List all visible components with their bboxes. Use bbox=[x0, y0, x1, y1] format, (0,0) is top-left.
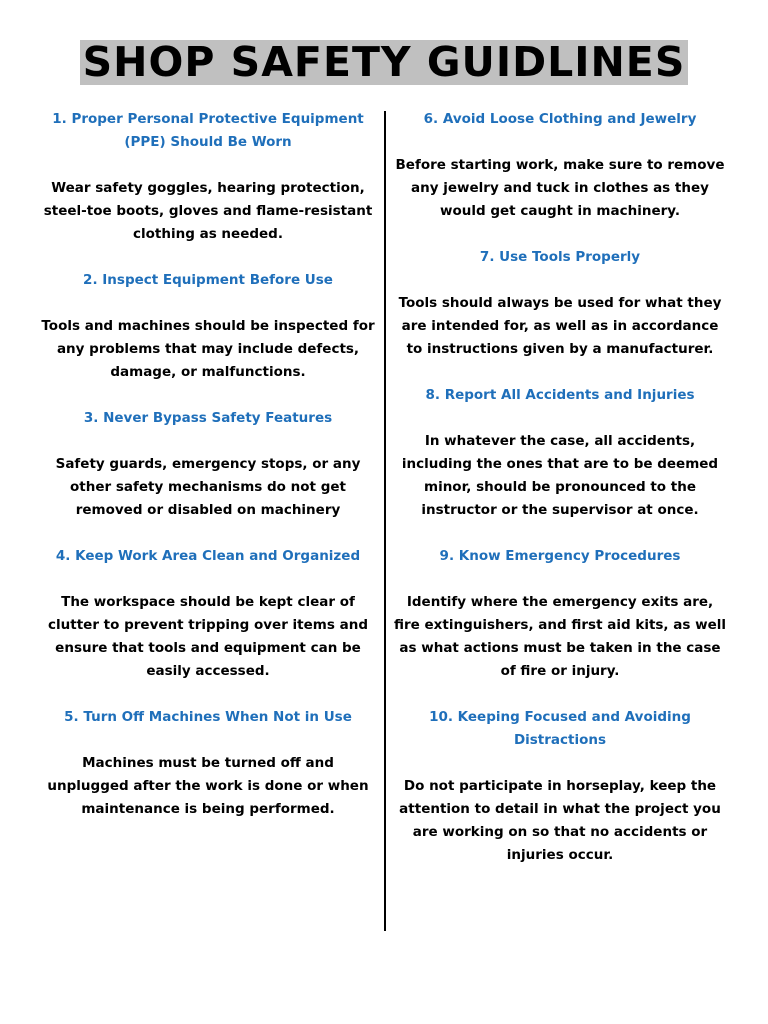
guideline-9 bbox=[393, 545, 727, 683]
guideline-heading: 6. Avoid Loose Clothing and Jewelry bbox=[423, 111, 697, 127]
guideline-heading: 4. Keep Work Area Clean and Organized bbox=[55, 548, 361, 564]
guideline-5 bbox=[40, 706, 376, 821]
guideline-8 bbox=[393, 384, 727, 522]
guideline-1 bbox=[40, 108, 376, 246]
guideline-heading: 7. Use Tools Properly bbox=[479, 249, 641, 265]
guideline-heading: 2. Inspect Equipment Before Use bbox=[83, 272, 333, 288]
guideline-body: Safety guards, emergency stops, or any other safety mechanisms do not get removed or disabled on machinery bbox=[55, 456, 361, 518]
guideline-heading: 10. Keeping Focused and Avoiding Distractions bbox=[429, 709, 691, 748]
guideline-4 bbox=[40, 545, 376, 683]
guideline-body: Do not participate in horseplay, keep the attention to detail in what the project you are working on so that no accidents or injuries occur. bbox=[399, 778, 721, 863]
page-title: SHOP SAFETY GUIDLINES bbox=[80, 40, 689, 85]
left-column bbox=[40, 108, 376, 844]
guideline-body: Tools and machines should be inspected for any problems that may include defects, damage, or malfunctions. bbox=[41, 318, 375, 380]
guideline-body: Tools should always be used for what they are intended for, as well as in accordance to instructions given by a manufacturer. bbox=[398, 295, 722, 357]
guideline-heading: 1. Proper Personal Protective Equipment (PPE) Should Be Worn bbox=[52, 111, 364, 150]
guideline-body: In whatever the case, all accidents, including the ones that are to be deemed minor, should be pronounced to the instructor or the supervisor at once. bbox=[401, 433, 719, 518]
guideline-2 bbox=[40, 269, 376, 384]
guideline-body: Wear safety goggles, hearing protection, steel-toe boots, gloves and flame-resistant clothing as needed. bbox=[43, 180, 373, 242]
guideline-7 bbox=[393, 246, 727, 361]
column-divider bbox=[384, 111, 386, 931]
guideline-heading: 3. Never Bypass Safety Features bbox=[83, 410, 333, 426]
guideline-body: Before starting work, make sure to remove any jewelry and tuck in clothes as they would get caught in machinery. bbox=[395, 157, 725, 219]
guideline-heading: 8. Report All Accidents and Injuries bbox=[425, 387, 695, 403]
guideline-3 bbox=[40, 407, 376, 522]
guideline-body: Identify where the emergency exits are, fire extinguishers, and first aid kits, as well as what actions must be taken in the case of fire or injury. bbox=[394, 594, 726, 679]
guideline-10 bbox=[393, 706, 727, 867]
guideline-6 bbox=[393, 108, 727, 223]
title-container bbox=[0, 40, 768, 85]
guideline-body: The workspace should be kept clear of clutter to prevent tripping over items and ensure that tools and equipment can be easily accessed. bbox=[48, 594, 368, 679]
guideline-heading: 5. Turn Off Machines When Not in Use bbox=[64, 709, 352, 725]
guideline-body: Machines must be turned off and unplugged after the work is done or when maintenance is being performed. bbox=[47, 755, 369, 817]
guideline-heading: 9. Know Emergency Procedures bbox=[439, 548, 681, 564]
right-column bbox=[393, 108, 727, 890]
